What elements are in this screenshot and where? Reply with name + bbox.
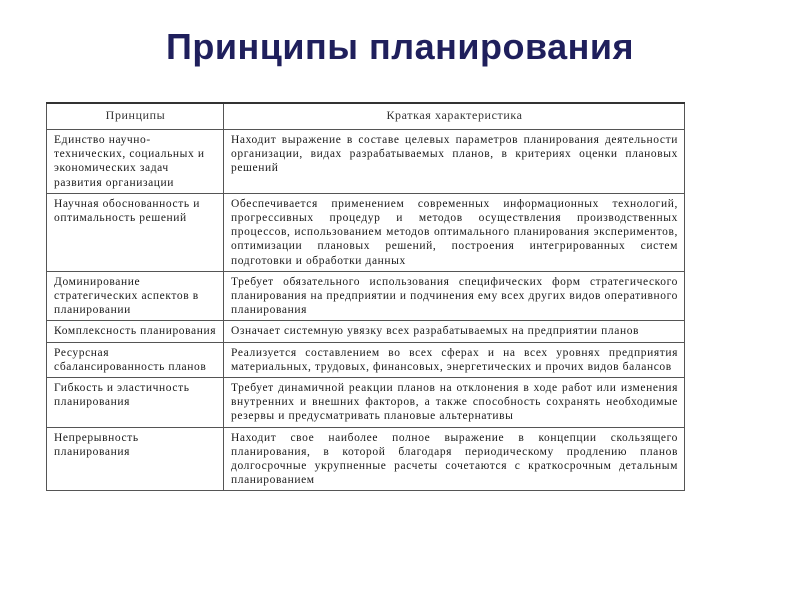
principle-cell: Научная обоснованность и оптимальность решений: [47, 193, 224, 271]
description-cell: Находит свое наиболее полное выражение в концепции скользящего планирования, в которой благодаря периодическому продлению планов долгосрочные укрупненные расчеты сочетаются с краткосрочным детальным планированием: [224, 427, 685, 491]
description-cell: Означает системную увязку всех разрабатываемых на предприятии планов: [224, 321, 685, 342]
table-header-row: [47, 103, 685, 130]
description-cell: Требует обязательного использования специфических форм стратегического планирования на предприятии и подчинения ему всех других видов оперативного планирования: [224, 271, 685, 321]
table-row: [47, 193, 685, 271]
principle-cell: Комплексность планирования: [47, 321, 224, 342]
slide-title: Принципы планирования: [165, 26, 635, 67]
table-row: [47, 321, 685, 342]
description-cell: Реализуется составлением во всех сферах и на всех уровнях предприятия материальных, трудовых, финансовых, энергетических и прочих видов балансов: [224, 342, 685, 377]
header-principles: Принципы: [47, 103, 224, 130]
principle-cell: Ресурсная сбалансированность планов: [47, 342, 224, 377]
table-row: [47, 130, 685, 194]
table-row: [47, 378, 685, 428]
table-row: [47, 427, 685, 491]
table-row: [47, 271, 685, 321]
principle-cell: Непрерывность планирования: [47, 427, 224, 491]
principle-cell: Единство научно-технических, социальных и экономических задач развития организации: [47, 130, 224, 194]
principles-table: [46, 102, 685, 491]
header-description: Краткая характеристика: [224, 103, 685, 130]
description-cell: Обеспечивается применением современных информационных технологий, прогрессивных процедур и методов осуществления производственных процессов, использованием методов оптимального планирования экспериментов, оптимизации плановых решений, построения интегрированных систем подготовки и обработки данных: [224, 193, 685, 271]
description-cell: Находит выражение в составе целевых параметров планирования деятельности организации, видах разрабатываемых планов, в критериях оценки плановых решений: [224, 130, 685, 194]
principle-cell: Гибкость и эластичность планирования: [47, 378, 224, 428]
description-cell: Требует динамичной реакции планов на отклонения в ходе работ или изменения внутренних и внешних факторов, а также способность сохранять необходимые резервы и предусматривать плановые альтернативы: [224, 378, 685, 428]
principle-cell: Доминирование стратегических аспектов в планировании: [47, 271, 224, 321]
table-row: [47, 342, 685, 377]
